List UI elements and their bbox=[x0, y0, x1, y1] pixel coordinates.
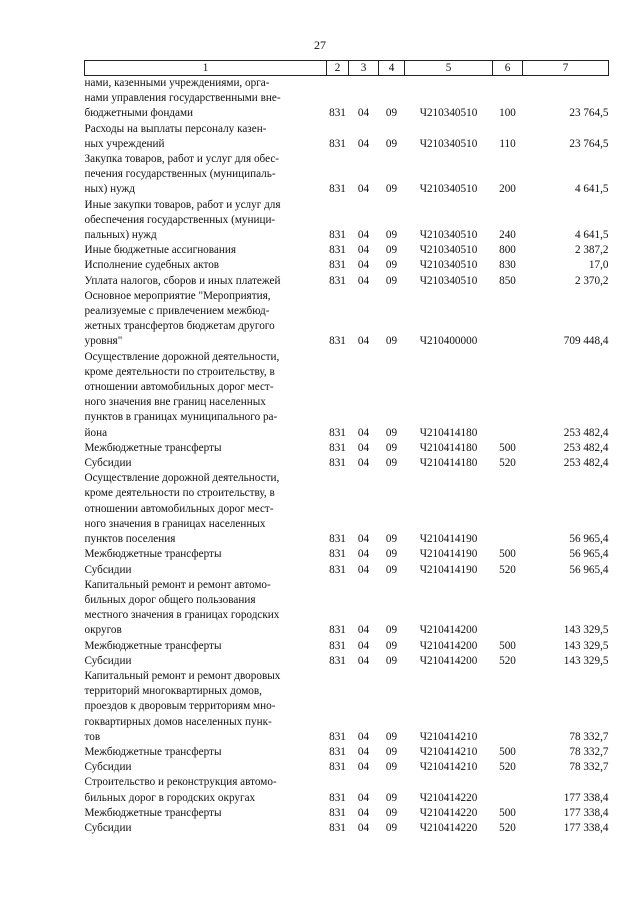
description-line: ного значения в границах населенных bbox=[84, 517, 266, 530]
amount: 23 764,5 bbox=[569, 107, 609, 120]
row-description bbox=[85, 350, 327, 441]
row-description bbox=[85, 243, 327, 258]
amount: 177 338,4 bbox=[563, 806, 609, 819]
description-line: Межбюджетные трансферты bbox=[84, 639, 222, 652]
target-article-code: Ч210400000 bbox=[419, 335, 478, 348]
header-col-5: 5 bbox=[405, 61, 493, 76]
ministry-code: 831 bbox=[329, 441, 346, 454]
ministry-code: 831 bbox=[329, 639, 346, 652]
row-description bbox=[85, 258, 327, 273]
description-line: округов bbox=[84, 624, 122, 637]
amount: 177 338,4 bbox=[563, 821, 609, 834]
row-description bbox=[85, 563, 327, 578]
section-code: 04 bbox=[357, 821, 370, 834]
description-line: Основное мероприятие "Мероприятия, bbox=[84, 289, 271, 302]
subsection-code: 09 bbox=[385, 441, 398, 454]
ministry-code: 831 bbox=[329, 761, 346, 774]
section-code: 04 bbox=[357, 244, 370, 257]
description-line: отношении автомобильных дорог мест- bbox=[84, 502, 274, 515]
expense-type-code bbox=[493, 578, 523, 639]
expense-type-code: 500 bbox=[499, 548, 516, 561]
section-code: 04 bbox=[357, 730, 370, 743]
amount: 56 965,4 bbox=[569, 548, 609, 561]
expense-type-code: 500 bbox=[499, 639, 516, 652]
table-row bbox=[85, 456, 609, 471]
description-line: Иные закупки товаров, работ и услуг для bbox=[84, 198, 281, 211]
description-line: Осуществление дорожной деятельности, bbox=[84, 350, 280, 363]
row-description bbox=[85, 654, 327, 669]
description-line: реализуемые с привлечением межбюд- bbox=[84, 305, 270, 318]
section-code: 04 bbox=[357, 457, 370, 470]
table-row bbox=[85, 350, 609, 441]
amount: 177 338,4 bbox=[563, 791, 609, 804]
description-line: тов bbox=[84, 730, 101, 743]
row-description bbox=[85, 806, 327, 821]
subsection-code: 09 bbox=[385, 457, 398, 470]
table-row bbox=[85, 669, 609, 745]
description-line: бильных дорог в городских округах bbox=[84, 791, 256, 804]
target-article-code: Ч210340510 bbox=[419, 183, 478, 196]
ministry-code: 831 bbox=[329, 745, 346, 758]
expense-type-code: 500 bbox=[499, 745, 516, 758]
ministry-code: 831 bbox=[329, 274, 346, 287]
ministry-code: 831 bbox=[329, 654, 346, 667]
section-code: 04 bbox=[357, 761, 370, 774]
row-description bbox=[85, 669, 327, 745]
target-article-code: Ч210340510 bbox=[419, 107, 478, 120]
row-description bbox=[85, 760, 327, 775]
target-article-code: Ч210414180 bbox=[419, 441, 478, 454]
target-article-code: Ч210414180 bbox=[419, 457, 478, 470]
target-article-code: Ч210414220 bbox=[419, 791, 478, 804]
amount: 78 332,7 bbox=[569, 761, 609, 774]
description-line: Капитальный ремонт и ремонт автомо- bbox=[84, 578, 271, 591]
amount: 143 329,5 bbox=[563, 654, 609, 667]
row-description bbox=[85, 547, 327, 562]
subsection-code: 09 bbox=[385, 335, 398, 348]
table-row bbox=[85, 441, 609, 456]
section-code: 04 bbox=[357, 259, 370, 272]
table-row bbox=[85, 198, 609, 244]
expense-type-code: 520 bbox=[499, 654, 516, 667]
description-line: жетных трансфертов бюджетам другого bbox=[84, 320, 275, 333]
description-line: Закупка товаров, работ и услуг для обес- bbox=[84, 153, 280, 166]
ministry-code: 831 bbox=[329, 335, 346, 348]
description-line: пунктов в границах муниципального ра- bbox=[84, 411, 278, 424]
subsection-code: 09 bbox=[385, 244, 398, 257]
table-row bbox=[85, 745, 609, 760]
expense-type-code: 240 bbox=[499, 229, 516, 242]
subsection-code: 09 bbox=[385, 730, 398, 743]
header-col-4: 4 bbox=[379, 61, 405, 76]
amount: 253 482,4 bbox=[563, 426, 609, 439]
description-line: пунктов поселения bbox=[84, 533, 176, 546]
header-col-7: 7 bbox=[523, 61, 609, 76]
row-description bbox=[85, 152, 327, 198]
section-code: 04 bbox=[357, 229, 370, 242]
description-line: Уплата налогов, сборов и иных платежей bbox=[84, 274, 281, 287]
subsection-code: 09 bbox=[385, 426, 398, 439]
subsection-code: 09 bbox=[385, 548, 398, 561]
description-line: нами, казенными учреждениями, орга- bbox=[84, 77, 270, 89]
expense-type-code bbox=[493, 289, 523, 350]
target-article-code: Ч210414190 bbox=[419, 533, 478, 546]
description-line: Иные бюджетные ассигнования bbox=[84, 244, 236, 257]
amount: 56 965,4 bbox=[569, 563, 609, 576]
table-row bbox=[85, 274, 609, 289]
section-code: 04 bbox=[357, 533, 370, 546]
description-line: проездов к дворовым территориям мно- bbox=[84, 700, 276, 713]
target-article-code: Ч210414220 bbox=[419, 821, 478, 834]
row-description bbox=[85, 821, 327, 836]
description-line: пальных) нужд bbox=[84, 229, 157, 242]
description-line: отношении автомобильных дорог мест- bbox=[84, 381, 274, 394]
description-line: бюджетными фондами bbox=[84, 107, 194, 120]
table-row bbox=[85, 289, 609, 350]
expense-type-code: 520 bbox=[499, 563, 516, 576]
description-line: нами управления государственными вне- bbox=[84, 92, 281, 105]
subsection-code: 09 bbox=[385, 821, 398, 834]
expense-type-code bbox=[493, 350, 523, 441]
description-line: Капитальный ремонт и ремонт дворовых bbox=[84, 669, 281, 682]
target-article-code: Ч210414180 bbox=[419, 426, 478, 439]
target-article-code: Ч210340510 bbox=[419, 259, 478, 272]
description-line: Субсидии bbox=[84, 457, 132, 470]
description-line: ного значения вне границ населенных bbox=[84, 396, 266, 409]
target-article-code: Ч210414200 bbox=[419, 639, 478, 652]
amount: 709 448,4 bbox=[563, 335, 609, 348]
subsection-code: 09 bbox=[385, 654, 398, 667]
ministry-code: 831 bbox=[329, 229, 346, 242]
description-line: Строительство и реконструкция автомо- bbox=[84, 776, 277, 789]
section-code: 04 bbox=[357, 624, 370, 637]
description-line: ных учреждений bbox=[84, 137, 165, 150]
ministry-code: 831 bbox=[329, 137, 346, 150]
target-article-code: Ч210414200 bbox=[419, 654, 478, 667]
ministry-code: 831 bbox=[329, 183, 346, 196]
description-line: Межбюджетные трансферты bbox=[84, 441, 222, 454]
description-line: уровня" bbox=[84, 335, 123, 348]
section-code: 04 bbox=[357, 745, 370, 758]
section-code: 04 bbox=[357, 441, 370, 454]
target-article-code: Ч210414200 bbox=[419, 624, 478, 637]
description-line: Субсидии bbox=[84, 563, 132, 576]
table-row bbox=[85, 243, 609, 258]
subsection-code: 09 bbox=[385, 274, 398, 287]
ministry-code: 831 bbox=[329, 107, 346, 120]
table-row bbox=[85, 76, 609, 122]
table-row bbox=[85, 806, 609, 821]
budget-table bbox=[84, 60, 609, 836]
row-description bbox=[85, 578, 327, 639]
subsection-code: 09 bbox=[385, 563, 398, 576]
target-article-code: Ч210414220 bbox=[419, 806, 478, 819]
ministry-code: 831 bbox=[329, 457, 346, 470]
ministry-code: 831 bbox=[329, 548, 346, 561]
row-description bbox=[85, 122, 327, 152]
target-article-code: Ч210414210 bbox=[419, 745, 478, 758]
table-row bbox=[85, 760, 609, 775]
section-code: 04 bbox=[357, 563, 370, 576]
target-article-code: Ч210340510 bbox=[419, 274, 478, 287]
subsection-code: 09 bbox=[385, 533, 398, 546]
expense-type-code: 520 bbox=[499, 761, 516, 774]
expense-type-code bbox=[493, 669, 523, 745]
expense-type-code: 500 bbox=[499, 441, 516, 454]
amount: 78 332,7 bbox=[569, 745, 609, 758]
amount: 56 965,4 bbox=[569, 533, 609, 546]
row-description bbox=[85, 775, 327, 805]
target-article-code: Ч210340510 bbox=[419, 137, 478, 150]
subsection-code: 09 bbox=[385, 107, 398, 120]
table-row bbox=[85, 775, 609, 805]
expense-type-code: 520 bbox=[499, 821, 516, 834]
table-row bbox=[85, 547, 609, 562]
amount: 253 482,4 bbox=[563, 441, 609, 454]
section-code: 04 bbox=[357, 654, 370, 667]
section-code: 04 bbox=[357, 274, 370, 287]
row-description bbox=[85, 76, 327, 122]
amount: 78 332,7 bbox=[569, 730, 609, 743]
row-description bbox=[85, 274, 327, 289]
amount: 143 329,5 bbox=[563, 639, 609, 652]
header-col-3: 3 bbox=[349, 61, 379, 76]
amount: 17,0 bbox=[588, 259, 609, 272]
subsection-code: 09 bbox=[385, 806, 398, 819]
ministry-code: 831 bbox=[329, 259, 346, 272]
target-article-code: Ч210340510 bbox=[419, 244, 478, 257]
subsection-code: 09 bbox=[385, 137, 398, 150]
description-line: гоквартирных домов населенных пунк- bbox=[84, 715, 272, 728]
subsection-code: 09 bbox=[385, 639, 398, 652]
table-row bbox=[85, 654, 609, 669]
description-line: Межбюджетные трансферты bbox=[84, 548, 222, 561]
row-description bbox=[85, 745, 327, 760]
description-line: печения государственных (муниципаль- bbox=[84, 168, 276, 181]
section-code: 04 bbox=[357, 791, 370, 804]
header-col-1: 1 bbox=[85, 61, 327, 76]
description-line: территорий многоквартирных домов, bbox=[84, 685, 262, 698]
subsection-code: 09 bbox=[385, 229, 398, 242]
description-line: бильных дорог общего пользования bbox=[84, 593, 256, 606]
header-col-6: 6 bbox=[493, 61, 523, 76]
amount: 4 641,5 bbox=[574, 183, 609, 196]
row-description bbox=[85, 456, 327, 471]
section-code: 04 bbox=[357, 335, 370, 348]
amount: 2 387,2 bbox=[574, 244, 609, 257]
ministry-code: 831 bbox=[329, 533, 346, 546]
expense-type-code: 830 bbox=[499, 259, 516, 272]
expense-type-code bbox=[493, 775, 523, 805]
expense-type-code: 100 bbox=[499, 107, 516, 120]
amount: 253 482,4 bbox=[563, 457, 609, 470]
page-number: 27 bbox=[314, 38, 326, 52]
subsection-code: 09 bbox=[385, 761, 398, 774]
section-code: 04 bbox=[357, 639, 370, 652]
expense-type-code: 200 bbox=[499, 183, 516, 196]
table-row bbox=[85, 122, 609, 152]
subsection-code: 09 bbox=[385, 624, 398, 637]
amount: 4 641,5 bbox=[574, 229, 609, 242]
description-line: Расходы на выплаты персоналу казен- bbox=[84, 122, 267, 135]
row-description bbox=[85, 471, 327, 547]
description-line: Осуществление дорожной деятельности, bbox=[84, 472, 280, 485]
description-line: местного значения в границах городских bbox=[84, 609, 280, 622]
description-line: кроме деятельности по строительству, в bbox=[84, 365, 275, 378]
target-article-code: Ч210340510 bbox=[419, 229, 478, 242]
ministry-code: 831 bbox=[329, 821, 346, 834]
table-row bbox=[85, 639, 609, 654]
row-description bbox=[85, 441, 327, 456]
subsection-code: 09 bbox=[385, 791, 398, 804]
description-line: Межбюджетные трансферты bbox=[84, 745, 222, 758]
ministry-code: 831 bbox=[329, 791, 346, 804]
target-article-code: Ч210414210 bbox=[419, 761, 478, 774]
table-row bbox=[85, 821, 609, 836]
section-code: 04 bbox=[357, 183, 370, 196]
section-code: 04 bbox=[357, 806, 370, 819]
expense-type-code: 800 bbox=[499, 244, 516, 257]
description-line: Субсидии bbox=[84, 761, 132, 774]
section-code: 04 bbox=[357, 107, 370, 120]
table-row bbox=[85, 578, 609, 639]
expense-type-code: 110 bbox=[499, 137, 516, 150]
ministry-code: 831 bbox=[329, 730, 346, 743]
section-code: 04 bbox=[357, 426, 370, 439]
row-description bbox=[85, 289, 327, 350]
subsection-code: 09 bbox=[385, 745, 398, 758]
expense-type-code bbox=[493, 471, 523, 547]
description-line: Межбюджетные трансферты bbox=[84, 806, 222, 819]
description-line: Субсидии bbox=[84, 654, 132, 667]
row-description bbox=[85, 639, 327, 654]
header-col-2: 2 bbox=[327, 61, 349, 76]
amount: 2 370,2 bbox=[574, 274, 609, 287]
amount: 143 329,5 bbox=[563, 624, 609, 637]
subsection-code: 09 bbox=[385, 259, 398, 272]
table-row bbox=[85, 152, 609, 198]
table-row bbox=[85, 563, 609, 578]
table-row bbox=[85, 471, 609, 547]
description-line: йона bbox=[84, 426, 108, 439]
description-line: ных) нужд bbox=[84, 183, 135, 196]
subsection-code: 09 bbox=[385, 183, 398, 196]
expense-type-code: 520 bbox=[499, 457, 516, 470]
ministry-code: 831 bbox=[329, 624, 346, 637]
ministry-code: 831 bbox=[329, 244, 346, 257]
section-code: 04 bbox=[357, 137, 370, 150]
target-article-code: Ч210414190 bbox=[419, 548, 478, 561]
ministry-code: 831 bbox=[329, 426, 346, 439]
section-code: 04 bbox=[357, 548, 370, 561]
expense-type-code: 500 bbox=[499, 806, 516, 819]
description-line: обеспечения государственных (муници- bbox=[84, 213, 276, 226]
description-line: Исполнение судебных актов bbox=[84, 259, 220, 272]
ministry-code: 831 bbox=[329, 563, 346, 576]
description-line: Субсидии bbox=[84, 821, 132, 834]
amount: 23 764,5 bbox=[569, 137, 609, 150]
table-header-row bbox=[85, 61, 609, 76]
description-line: кроме деятельности по строительству, в bbox=[84, 487, 275, 500]
expense-type-code: 850 bbox=[499, 274, 516, 287]
table-row bbox=[85, 258, 609, 273]
target-article-code: Ч210414190 bbox=[419, 563, 478, 576]
row-description bbox=[85, 198, 327, 244]
ministry-code: 831 bbox=[329, 806, 346, 819]
target-article-code: Ч210414210 bbox=[419, 730, 478, 743]
